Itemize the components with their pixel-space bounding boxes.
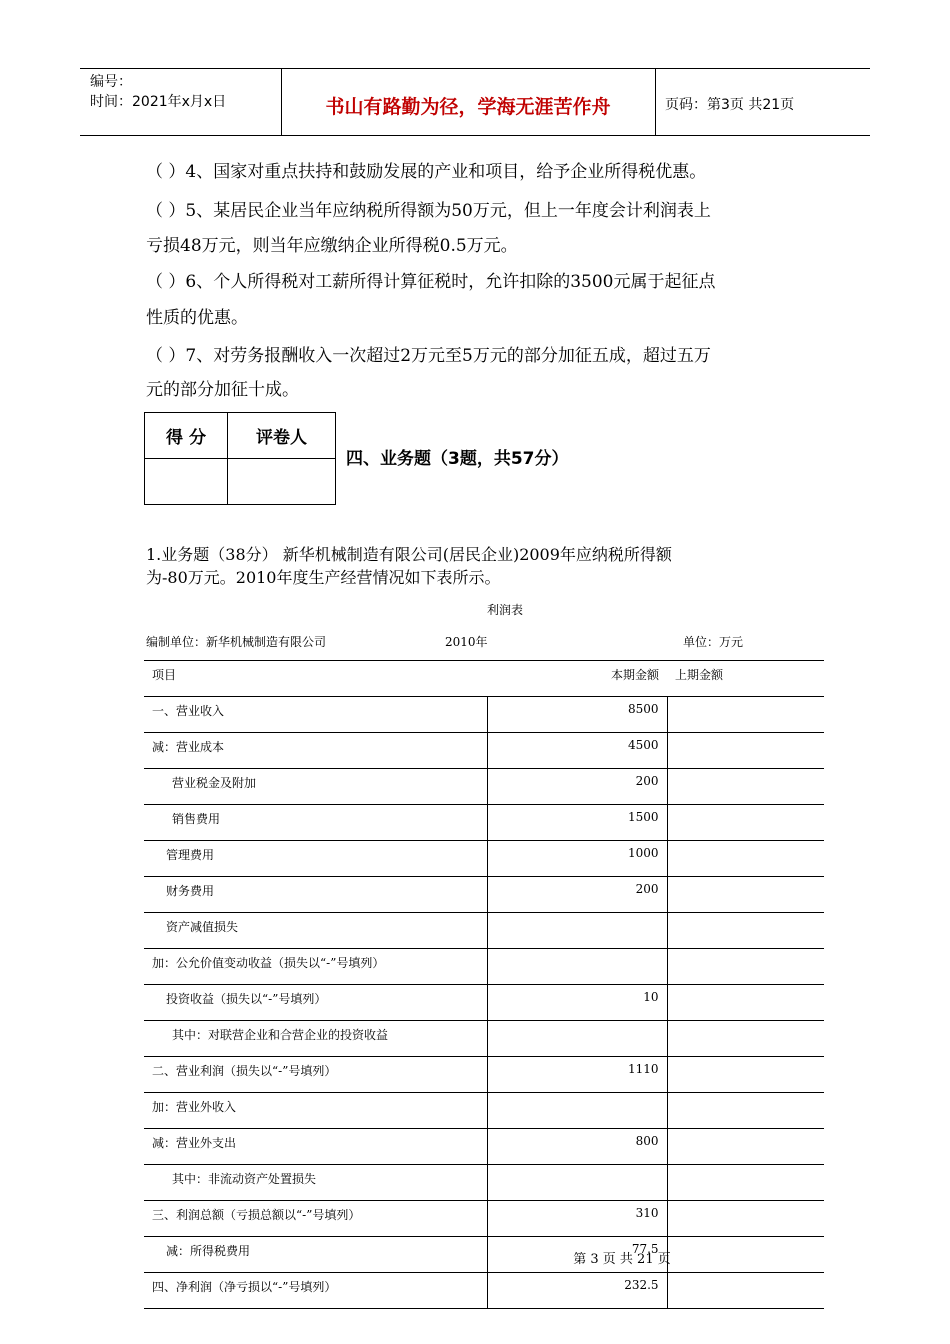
task-1-line2: 为-80万元。2010年度生产经营情况如下表所示。 <box>146 568 501 587</box>
table-row <box>144 1093 824 1129</box>
row-prior-amount <box>667 1057 824 1093</box>
grader-cell <box>228 459 336 505</box>
row-prior-amount <box>667 877 824 913</box>
column-header-current: 本期金额 <box>487 661 667 697</box>
row-current-amount: 77.5 <box>487 1237 667 1273</box>
row-prior-amount <box>667 913 824 949</box>
table-row <box>144 985 824 1021</box>
question-5-line1: （ ）5、某居民企业当年应纳税所得额为50万元，但上一年度会计利润表上 <box>146 201 711 221</box>
row-current-amount: 200 <box>487 769 667 805</box>
row-prior-amount <box>667 985 824 1021</box>
row-current-amount: 800 <box>487 1129 667 1165</box>
row-current-amount: 310 <box>487 1201 667 1237</box>
profit-statement-title: 利润表 <box>486 603 523 617</box>
page-footer: 第 3 页 共 21 页 <box>573 1252 671 1267</box>
grader-header: 评卷人 <box>228 413 336 459</box>
score-cell <box>145 459 228 505</box>
table-row <box>144 1165 824 1201</box>
row-current-amount <box>487 1021 667 1057</box>
column-header-item: 项目 <box>144 661 487 697</box>
row-prior-amount <box>667 1093 824 1129</box>
table-row <box>144 877 824 913</box>
row-item-name: 其中：非流动资产处置损失 <box>144 1165 487 1201</box>
question-6-line2: 性质的优惠。 <box>146 308 248 328</box>
row-prior-amount <box>667 1273 824 1309</box>
header-number-label: 编号： <box>90 74 132 90</box>
question-7-line2: 元的部分加征十成。 <box>146 380 299 400</box>
row-item-name: 加：公允价值变动收益（损失以“-”号填列） <box>144 949 487 985</box>
row-current-amount: 232.5 <box>487 1273 667 1309</box>
row-item-name: 财务费用 <box>144 877 487 913</box>
profit-statement-year: 2010年 <box>445 635 488 649</box>
table-row <box>144 1129 824 1165</box>
header-meta <box>90 72 226 112</box>
row-prior-amount <box>667 841 824 877</box>
question-6-line1: （ ）6、个人所得税对工薪所得计算征税时，允许扣除的3500元属于起征点 <box>146 272 716 292</box>
row-prior-amount <box>667 733 824 769</box>
row-current-amount: 8500 <box>487 697 667 733</box>
row-current-amount <box>487 1165 667 1201</box>
table-row <box>144 1057 824 1093</box>
table-row <box>144 1201 824 1237</box>
row-item-name: 减：营业成本 <box>144 733 487 769</box>
row-item-name: 营业税金及附加 <box>144 769 487 805</box>
row-item-name: 减：营业外支出 <box>144 1129 487 1165</box>
header-motto: 书山有路勤为径，学海无涯苦作舟 <box>325 96 611 118</box>
row-current-amount: 1500 <box>487 805 667 841</box>
row-current-amount: 1110 <box>487 1057 667 1093</box>
header-page-info: 页码：第3页 共21页 <box>665 97 795 113</box>
row-current-amount <box>487 1093 667 1129</box>
row-item-name: 管理费用 <box>144 841 487 877</box>
task-1-line1: 1.业务题（38分） 新华机械制造有限公司(居民企业)2009年应纳税所得额 <box>146 545 672 564</box>
row-prior-amount <box>667 1021 824 1057</box>
row-item-name: 三、利润总额（亏损总额以“-”号填列） <box>144 1201 487 1237</box>
row-item-name: 一、营业收入 <box>144 697 487 733</box>
row-current-amount: 200 <box>487 877 667 913</box>
table-row <box>144 1273 824 1309</box>
table-row <box>144 913 824 949</box>
row-item-name: 加：营业外收入 <box>144 1093 487 1129</box>
profit-statement-table <box>144 660 824 1309</box>
question-4-line1: （ ）4、国家对重点扶持和鼓励发展的产业和项目，给予企业所得税优惠。 <box>146 162 707 182</box>
row-current-amount <box>487 913 667 949</box>
row-current-amount: 10 <box>487 985 667 1021</box>
row-current-amount: 4500 <box>487 733 667 769</box>
table-header-row <box>144 661 824 697</box>
question-5-line2: 亏损48万元，则当年应缴纳企业所得税0.5万元。 <box>146 236 518 256</box>
row-item-name: 减：所得税费用 <box>144 1237 487 1273</box>
row-prior-amount <box>667 1201 824 1237</box>
table-row <box>144 841 824 877</box>
row-current-amount <box>487 949 667 985</box>
row-item-name: 投资收益（损失以“-”号填列） <box>144 985 487 1021</box>
row-prior-amount <box>667 1165 824 1201</box>
row-prior-amount <box>667 949 824 985</box>
table-row <box>144 949 824 985</box>
score-table <box>144 412 336 505</box>
header-top-rule <box>80 68 870 69</box>
table-row <box>144 697 824 733</box>
table-row <box>144 733 824 769</box>
column-header-prior: 上期金额 <box>667 661 824 697</box>
row-prior-amount <box>667 1129 824 1165</box>
row-item-name: 销售费用 <box>144 805 487 841</box>
table-row <box>144 769 824 805</box>
header-bottom-rule <box>80 135 870 136</box>
row-item-name: 资产减值损失 <box>144 913 487 949</box>
header-time-label: 时间：2021年x月x日 <box>90 94 227 110</box>
table-row <box>144 1021 824 1057</box>
row-current-amount: 1000 <box>487 841 667 877</box>
profit-statement-currency: 单位：万元 <box>683 635 744 649</box>
row-prior-amount <box>667 769 824 805</box>
row-prior-amount <box>667 697 824 733</box>
row-item-name: 四、净利润（净亏损以“-”号填列） <box>144 1273 487 1309</box>
header-divider-right <box>655 68 656 135</box>
row-item-name: 其中：对联营企业和合营企业的投资收益 <box>144 1021 487 1057</box>
table-row <box>144 805 824 841</box>
question-7-line1: （ ）7、对劳务报酬收入一次超过2万元至5万元的部分加征五成，超过五万 <box>146 346 711 366</box>
section-4-title: 四、业务题（3题，共57分） <box>346 449 569 469</box>
row-prior-amount <box>667 805 824 841</box>
profit-statement-unit: 编制单位：新华机械制造有限公司 <box>146 635 327 649</box>
row-item-name: 二、营业利润（损失以“-”号填列） <box>144 1057 487 1093</box>
score-header: 得 分 <box>145 413 228 459</box>
